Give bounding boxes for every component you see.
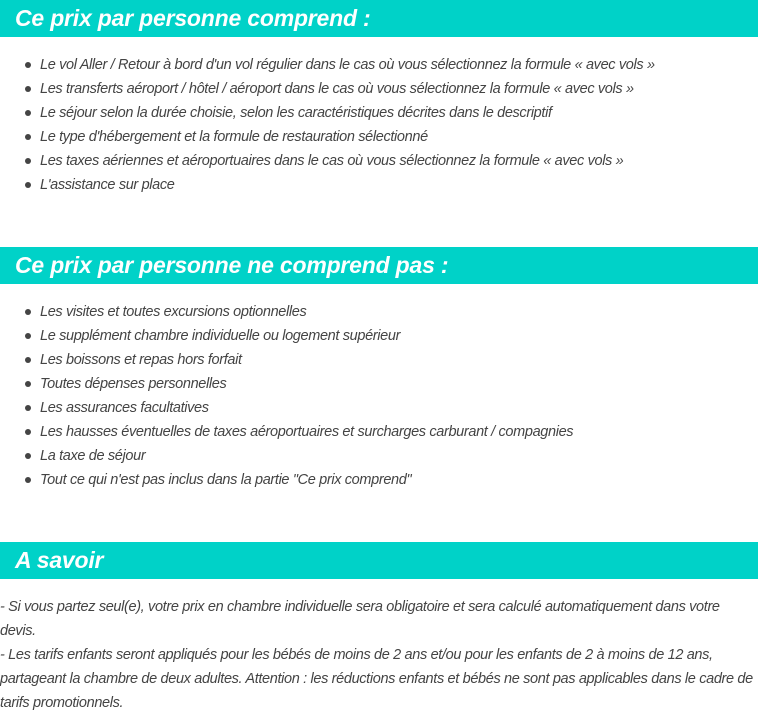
excludes-list — [0, 300, 573, 492]
list-item-text: Le type d'hébergement et la formule de restauration sélectionné — [40, 129, 428, 145]
bullet-icon — [25, 453, 31, 459]
list-item-text: Les assurances facultatives — [40, 400, 209, 416]
list-item-text: Les transferts aéroport / hôtel / aéroport dans le cas où vous sélectionnez la formule « avec vols » — [40, 81, 634, 97]
bullet-icon — [25, 86, 31, 92]
list-item — [0, 348, 573, 372]
bullet-icon — [25, 381, 31, 387]
bullet-icon — [25, 182, 31, 188]
list-item — [0, 125, 655, 149]
list-item-text: Toutes dépenses personnelles — [40, 376, 227, 392]
info-paragraph: - Si vous partez seul(e), votre prix en chambre individuelle sera obligatoire et sera calculé automatiquement dans votre devis. — [0, 599, 720, 639]
bullet-icon — [25, 477, 31, 483]
list-item-text: Les visites et toutes excursions optionnelles — [40, 304, 307, 320]
list-item — [0, 173, 655, 197]
list-item-text: Les hausses éventuelles de taxes aéroportuaires et surcharges carburant / compagnies — [40, 424, 574, 440]
list-item — [0, 396, 573, 420]
bullet-icon — [25, 429, 31, 435]
list-item — [0, 468, 573, 492]
bullet-icon — [25, 357, 31, 363]
bullet-icon — [25, 309, 31, 315]
list-item — [0, 444, 573, 468]
list-item — [0, 324, 573, 348]
list-item-text: Tout ce qui n'est pas inclus dans la partie "Ce prix comprend" — [40, 472, 412, 488]
bullet-icon — [25, 134, 31, 140]
bullet-icon — [25, 62, 31, 68]
list-item — [0, 149, 655, 173]
excludes-section-title: Ce prix par personne ne comprend pas : — [0, 247, 758, 284]
list-item — [0, 101, 655, 125]
bullet-icon — [25, 110, 31, 116]
bullet-icon — [25, 405, 31, 411]
list-item — [0, 77, 655, 101]
includes-list — [0, 53, 655, 197]
bullet-icon — [25, 158, 31, 164]
list-item — [0, 420, 573, 444]
list-item — [0, 300, 573, 324]
list-item-text: Les taxes aériennes et aéroportuaires dans le cas où vous sélectionnez la formule « avec vols » — [40, 153, 624, 169]
list-item-text: La taxe de séjour — [40, 448, 146, 464]
info-paragraph: - Les tarifs enfants seront appliqués pour les bébés de moins de 2 ans et/ou pour les enfants de 2 à moins de 12 ans, partageant la chambre de deux adultes. Attention : les réductions enfants et bébés ne sont pas applicables dans le cadre de tarifs promotionnels. — [0, 647, 753, 711]
list-item — [0, 372, 573, 396]
list-item-text: Les boissons et repas hors forfait — [40, 352, 242, 368]
list-item-text: Le vol Aller / Retour à bord d'un vol régulier dans le cas où vous sélectionnez la formule « avec vols » — [40, 57, 655, 73]
info-notes — [0, 595, 758, 715]
bullet-icon — [25, 333, 31, 339]
includes-section-title: Ce prix par personne comprend : — [0, 0, 758, 37]
info-section-title: A savoir — [0, 542, 758, 579]
list-item-text: L'assistance sur place — [40, 177, 175, 193]
list-item — [0, 53, 655, 77]
list-item-text: Le séjour selon la durée choisie, selon les caractéristiques décrites dans le descriptif — [40, 105, 552, 121]
list-item-text: Le supplément chambre individuelle ou logement supérieur — [40, 328, 401, 344]
